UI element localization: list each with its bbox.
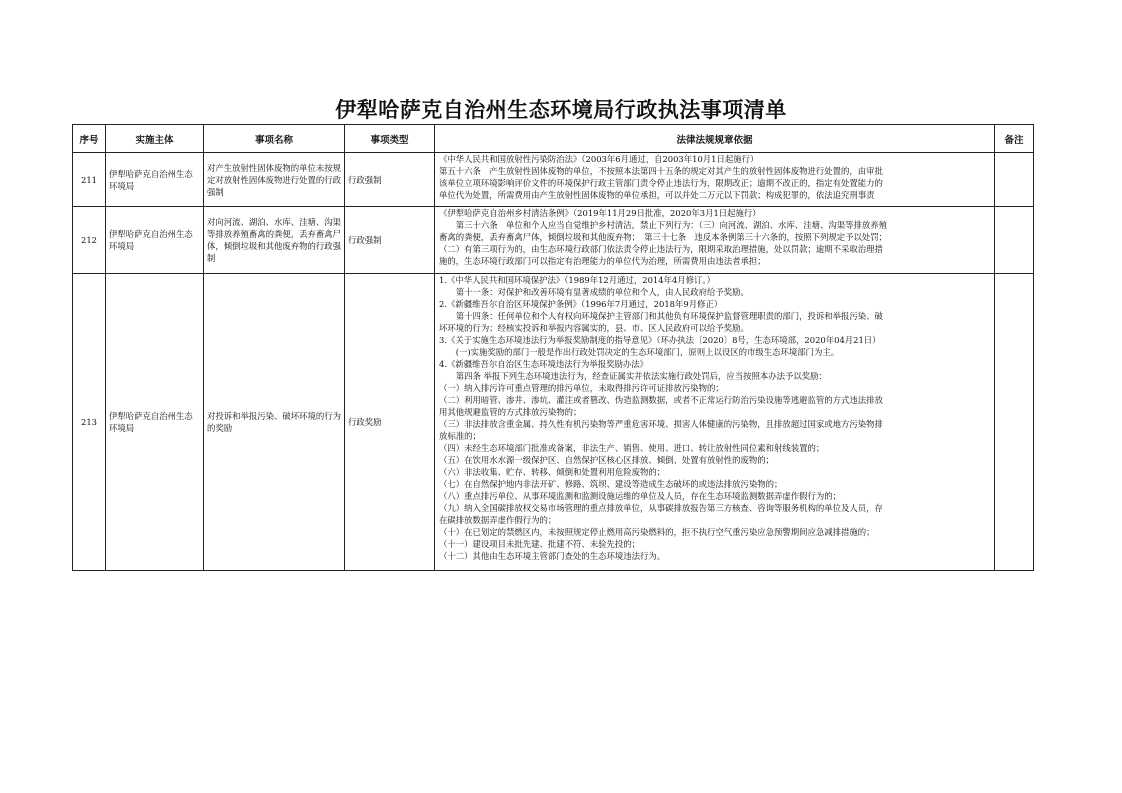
basis-line: （十二）其他由生态环境主管部门查处的生态环境违法行为。 <box>439 551 666 561</box>
row-seq: 212 <box>73 207 106 274</box>
row-seq: 211 <box>73 153 106 207</box>
row-type: 行政奖励 <box>345 274 435 571</box>
basis-line: 畜禽的粪便，丢弃畜禽尸体，倾倒垃圾和其他废弃物； 第三十七条 违反本条例第三十六条的，按照下列规定予以处罚； <box>439 232 888 242</box>
basis-line: （三）非法排放含重金属、持久性有机污染物等严重危害环境、损害人体健康的污染物，且排放超过国家或地方污染物排 <box>439 419 883 429</box>
basis-lines <box>439 207 990 273</box>
basis-line: 第五十六条 产生放射性固体废物的单位，不按照本法第四十五条的规定对其产生的放射性固体废物进行处置的，由审批 <box>439 166 883 176</box>
basis-line: 该单位立项环境影响评价文件的环境保护行政主管部门责令停止违法行为，限期改正；逾期不改正的，指定有处置能力的 <box>439 178 883 188</box>
row-basis <box>435 274 995 571</box>
basis-line: 4.《新疆维吾尔自治区生态环境违法行为举报奖励办法》 <box>439 359 648 369</box>
row-subject: 伊犁哈萨克自治州生态环境局 <box>106 207 204 274</box>
basis-line: （七）在自然保护地内非法开矿、修路、筑坝、建设等造成生态破坏的或违法排放污染物的； <box>439 479 783 489</box>
row-seq: 213 <box>73 274 106 571</box>
header-remark: 备注 <box>995 125 1034 153</box>
basis-line: 第三十六条 单位和个人应当自觉维护乡村清洁，禁止下列行为：（三）向河流、湖泊、水库、洼塘、沟渠等排放养殖 <box>439 220 888 230</box>
row-remark <box>995 207 1034 274</box>
basis-line: 施的，生态环境行政部门可以指定有治理能力的单位代为治理，所需费用由违法者承担； <box>439 256 766 266</box>
basis-line: （四）未经生态环境部门批准或备案，非法生产、销售、使用、进口、转让放射性同位素和射线装置的； <box>439 443 825 453</box>
header-seq: 序号 <box>73 125 106 153</box>
basis-line: 《伊犁哈萨克自治州乡村清洁条例》（2019年11月29日批准，2020年3月1日起施行） <box>439 208 761 218</box>
basis-line: （六）非法收集、贮存、转移、倾倒和处置利用危险废物的； <box>439 467 666 477</box>
basis-line: 坏环境的行为；经核实投诉和举报内容属实的，县、市、区人民政府可以给予奖励。 <box>439 323 749 333</box>
row-item: 对向河流、湖泊、水库、洼塘、沟渠等排放养殖畜禽的粪便，丢弃畜禽尸体，倾倒垃圾和其他废弃物的行政强制 <box>204 207 345 274</box>
basis-line: （二）有第三项行为的，由生态环境行政部门依法责令停止违法行为，限期采取治理措施，处以罚款；逾期不采取治理措 <box>439 244 883 254</box>
header-item: 事项名称 <box>204 125 345 153</box>
basis-line: （二）利用暗管、渗井、渗坑、灌注或者篡改、伪造监测数据，或者不正常运行防治污染设施等逃避监管的方式违法排放 <box>439 395 883 405</box>
basis-lines <box>439 274 990 570</box>
basis-line: 《中华人民共和国放射性污染防治法》（2003年6月通过，自2003年10月1日起施行） <box>439 154 759 164</box>
basis-line: 2.《新疆维吾尔自治区环境保护条例》（1996年7月通过，2018年9月修正） <box>439 299 723 309</box>
basis-line: 放标准的； <box>439 431 481 441</box>
basis-lines <box>439 153 990 206</box>
basis-line: 第十一条：对保护和改善环境有显著成绩的单位和个人，由人民政府给予奖励。 <box>439 287 749 297</box>
basis-line: （五）在饮用水水源一级保护区、自然保护区核心区排放、倾倒、处置有放射性的废物的； <box>439 455 774 465</box>
enforcement-table <box>72 124 1034 571</box>
basis-line: 1.《中华人民共和国环境保护法》（1989年12月通过，2014年4月修订。） <box>439 275 715 285</box>
basis-line: （一）纳入排污许可重点管理的排污单位，未取得排污许可证排放污染物的； <box>439 383 724 393</box>
basis-line: 3.《关于实施生态环境违法行为举报奖励制度的指导意见》（环办执法〔2020〕8号，生态环境部，2020年04月21日） <box>439 335 881 345</box>
row-remark <box>995 153 1034 207</box>
row-type: 行政强制 <box>345 153 435 207</box>
basis-line: 单位代为处置，所需费用由产生放射性固体废物的单位承担，可以并处二万元以下罚款；构成犯罪的，依法追究刑事责 <box>439 190 875 200</box>
basis-line: 第四条 举报下列生态环境违法行为，经查证属实并依法实施行政处罚后，应当按照本办法予以奖励： <box>439 371 827 381</box>
page-title: 伊犁哈萨克自治州生态环境局行政执法事项清单 <box>335 97 787 122</box>
table-row <box>73 153 1034 207</box>
row-subject: 伊犁哈萨克自治州生态环境局 <box>106 153 204 207</box>
row-subject: 伊犁哈萨克自治州生态环境局 <box>106 274 204 571</box>
row-remark <box>995 274 1034 571</box>
table-row <box>73 207 1034 274</box>
row-basis <box>435 207 995 274</box>
row-type: 行政强制 <box>345 207 435 274</box>
header-type: 事项类型 <box>345 125 435 153</box>
row-basis <box>435 153 995 207</box>
header-subject: 实施主体 <box>106 125 204 153</box>
row-item: 对投诉和举报污染、破坏环境的行为的奖励 <box>204 274 345 571</box>
basis-line: （八）重点排污单位、从事环境监测和监测设施运维的单位及人员，存在生态环境监测数据弄虚作假行为的； <box>439 491 841 501</box>
basis-line: 用其他规避监管的方式排放污染物的； <box>439 407 582 417</box>
basis-line: (一)实施奖励的部门一般是作出行政处罚决定的生态环境部门，原则上以设区的市级生态环境部门为主。 <box>439 347 840 357</box>
basis-line: （九）纳入全国碳排放权交易市场管理的重点排放单位，从事碳排放报告第三方核查、咨询等服务机构的单位及人员，存 <box>439 503 883 513</box>
table-header-row <box>73 125 1034 153</box>
header-basis: 法律法规规章依据 <box>435 125 995 153</box>
basis-line: 在碳排放数据弄虚作假行为的； <box>439 515 557 525</box>
basis-line: （十一）建设项目未批先建、批建不符、未验先投的； <box>439 539 640 549</box>
table-row <box>73 274 1034 571</box>
row-item: 对产生放射性固体废物的单位未按规定对放射性固体废物进行处置的行政强制 <box>204 153 345 207</box>
basis-line: 第十四条：任何单位和个人有权向环境保护主管部门和其他负有环境保护监督管理职责的部门，投诉和举报污染、破 <box>439 311 883 321</box>
basis-line: （十）在已划定的禁燃区内，未按照规定停止燃用高污染燃料的，拒不执行空气重污染应急预警期间应急减排措施的； <box>439 527 875 537</box>
